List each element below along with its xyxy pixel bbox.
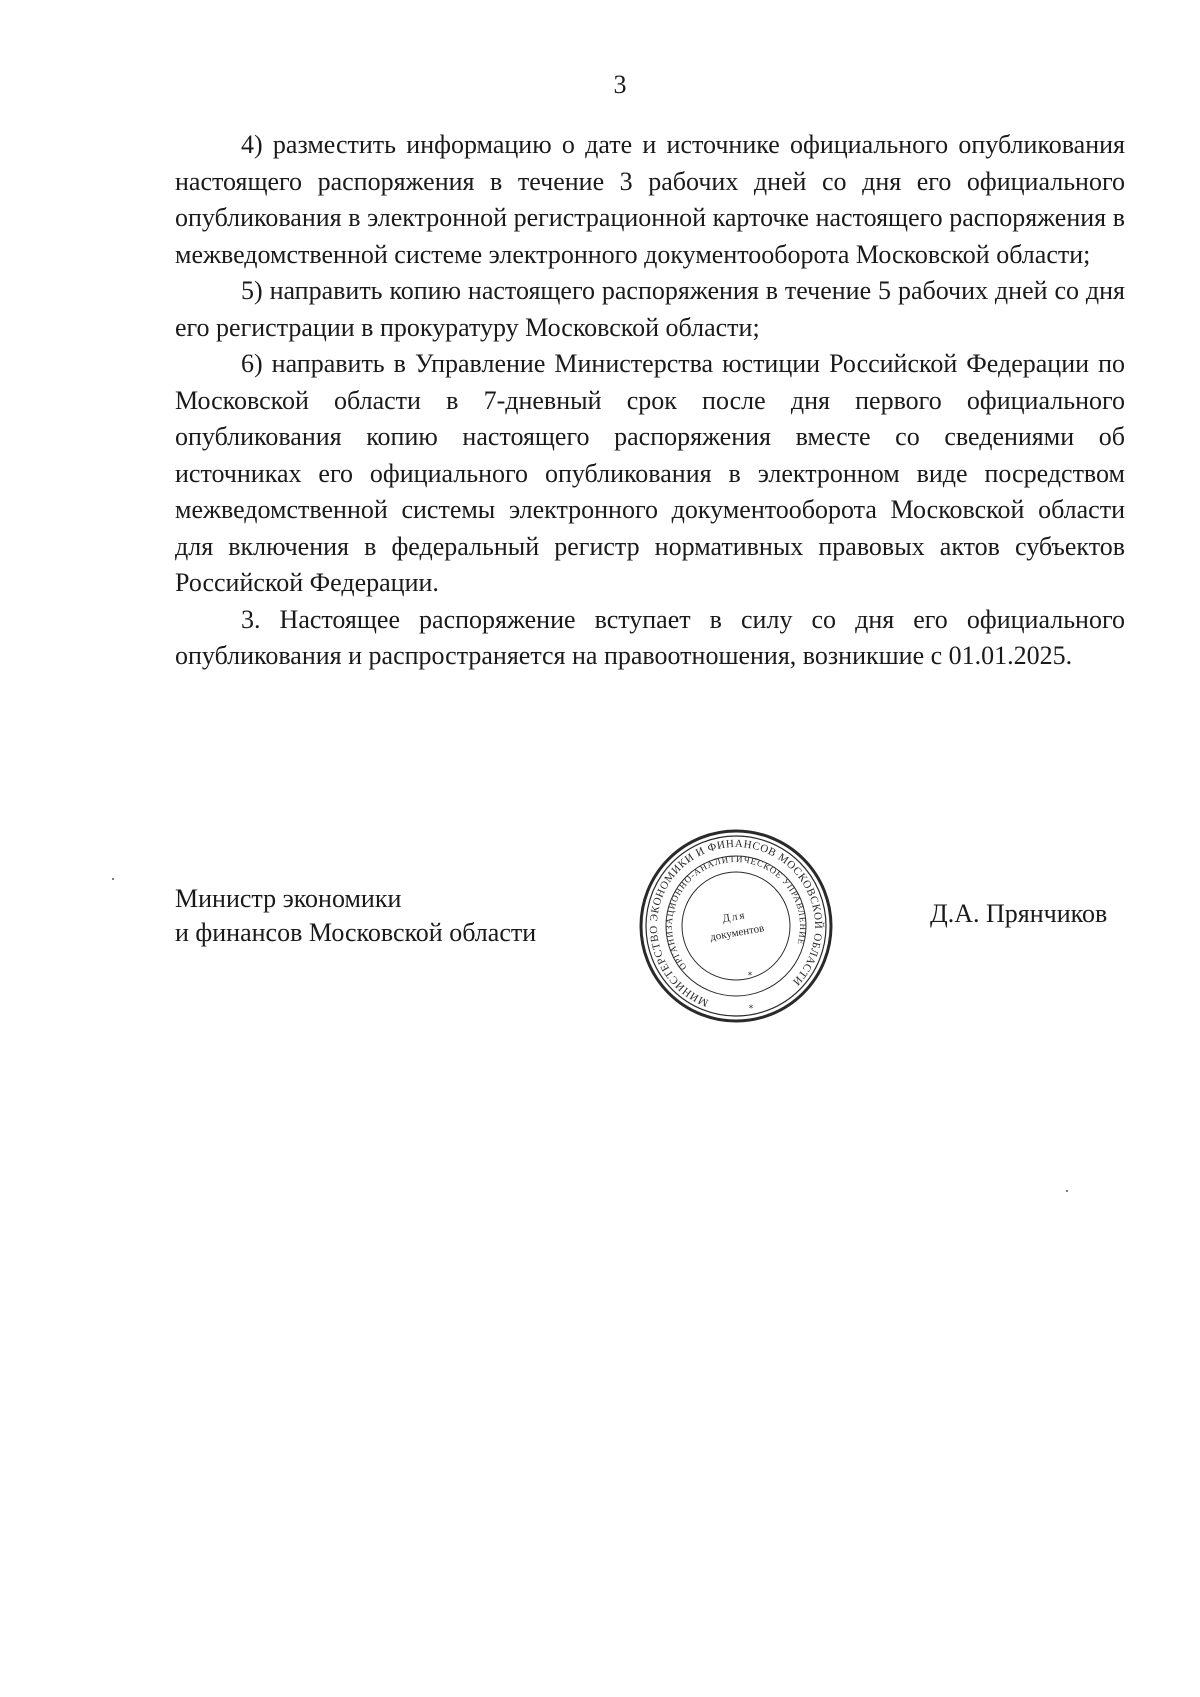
official-seal-stamp bbox=[638, 828, 834, 1024]
page-number: 3 bbox=[613, 70, 627, 99]
paragraph-item-5: 5) направить копию настоящего распоряжения в течение 5 рабочих дней со дня его регистрации в прокуратуру Московской области; bbox=[175, 276, 1125, 342]
paragraph-item-4: 4) разместить информацию о дате и источнике официального опубликования настоящего распоряжения в течение 3 рабочих дней со дня его официального опубликования в электронной регистрационной карточке настоящего распоряжения в межведомственной системе электронного документооборота Московской области; bbox=[175, 130, 1125, 269]
svg-text:*: * bbox=[748, 1004, 754, 1014]
seal-center-line1: Для bbox=[721, 909, 748, 926]
signatory-name: Д.А. Прянчиков bbox=[930, 899, 1108, 928]
seal-outer-text: МИНИСТЕРСТВО ЭКОНОМИКИ И ФИНАНСОВ МОСКОВСКОЙ ОБЛАСТИ bbox=[647, 837, 825, 1009]
document-body bbox=[175, 127, 1125, 675]
seal-inner-text: ОРГАНИЗАЦИОННО-АНАЛИТИЧЕСКОЕ УПРАВЛЕНИЕ bbox=[663, 853, 809, 973]
signatory-position-line2: и финансов Московской области bbox=[175, 918, 537, 947]
scan-speck bbox=[1066, 1190, 1068, 1192]
paragraph-clause-3: 3. Настоящее распоряжение вступает в силу со дня его официального опубликования и распространяется на правоотношения, возникшие с 01.01.2025. bbox=[175, 604, 1125, 670]
scan-speck bbox=[112, 878, 114, 880]
seal-center-line2: документов bbox=[709, 922, 766, 944]
signatory-position bbox=[175, 882, 536, 950]
paragraph-item-6: 6) направить в Управление Министерства юстиции Российской Федерации по Московской области в 7-дневный срок после дня первого официального опубликования копию настоящего распоряжения вместе со сведениями об источниках его официального опубликования в электронном виде посредством межведомственной системы электронного документооборота Московской области для включения в федеральный регистр нормативных правовых актов субъектов Российской Федерации. bbox=[175, 349, 1125, 597]
signatory-position-line1: Министр экономики bbox=[175, 884, 402, 913]
svg-text:*: * bbox=[747, 971, 753, 981]
